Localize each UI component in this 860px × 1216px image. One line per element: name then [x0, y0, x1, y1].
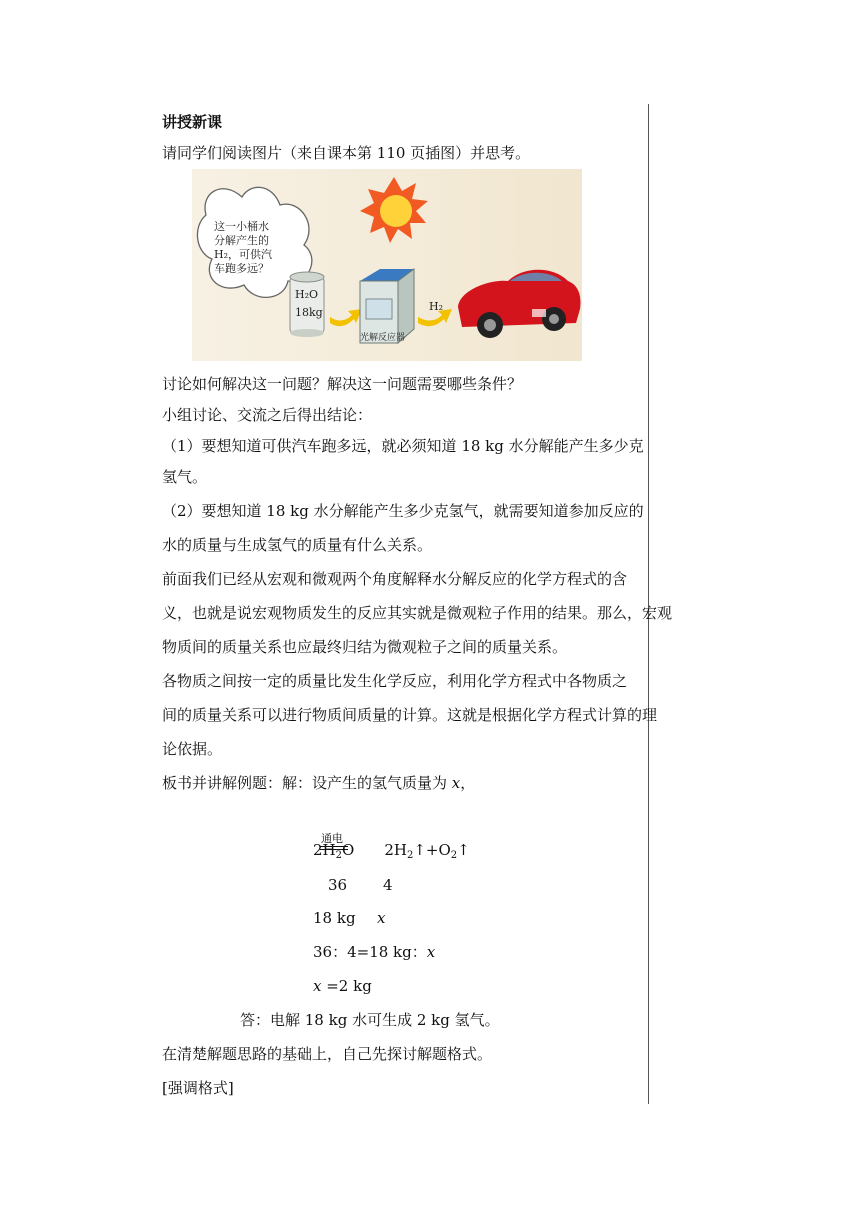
point-2-line-2: 水的质量与生成氢气的质量有什么关系。 — [162, 536, 433, 554]
section-heading: 讲授新课 — [162, 113, 223, 131]
product-1-end: ↑+O — [413, 841, 451, 859]
ratio-lhs: 36：4=18 kg： — [313, 943, 427, 961]
product-1: 2H — [384, 841, 407, 859]
example-intro-end: ， — [460, 774, 476, 792]
point-1-line-2: 氢气。 — [162, 468, 208, 486]
bucket-label-mass: 18kg — [295, 306, 323, 319]
molar-mass-water: 36 — [328, 876, 348, 894]
molar-mass-hydrogen: 4 — [383, 876, 393, 894]
paragraph-macro-line-1: 前面我们已经从宏观和微观两个角度解释水分解反应的化学方程式的含 — [162, 570, 628, 588]
reaction-condition: 通电 — [321, 832, 343, 845]
example-intro-text: 板书并讲解例题：解：设产生的氢气质量为 — [162, 774, 452, 792]
unknown-mass-hydrogen: x — [377, 909, 386, 927]
example-intro — [162, 773, 475, 793]
bucket-label-formula: H₂O — [295, 288, 319, 301]
product-2-sub: 2 — [450, 850, 458, 861]
bubble-line-2: 分解产生的 — [214, 234, 269, 247]
ratio-equation — [313, 942, 435, 962]
point-2-line-1: （2）要想知道 18 kg 水分解能产生多少克氢气，就需要知道参加反应的 — [162, 502, 644, 520]
paragraph-format: 在清楚解题思路的基础上，自己先探讨解题格式。 — [162, 1045, 493, 1063]
paragraph-macro-line-2: 义，也就是说宏观物质发生的反应其实就是微观粒子作用的结果。那么，宏观 — [162, 604, 673, 622]
given-mass-water: 18 kg — [313, 909, 356, 927]
bubble-line-4: 车跑多远？ — [214, 262, 269, 275]
example-variable: x — [451, 774, 461, 792]
bubble-line-3: H₂，可供汽 — [214, 248, 273, 261]
emphasis-format-label: [强调格式] — [162, 1079, 234, 1097]
product-2-end: ↑ — [457, 841, 470, 859]
reactant-end: O — [342, 841, 355, 859]
paragraph-basis-line-3: 论依据。 — [162, 740, 223, 758]
textbook-illustration — [192, 169, 582, 361]
result-value: =2 kg — [321, 977, 372, 995]
point-1-line-1: （1）要想知道可供汽车跑多远，就必须知道 18 kg 水分解能产生多少克 — [162, 437, 644, 455]
answer-line: 答：电解 18 kg 水可生成 2 kg 氢气。 — [240, 1011, 500, 1029]
paragraph-discussion: 讨论如何解决这一问题？解决这一问题需要哪些条件？ — [162, 375, 523, 393]
reactor-label: 光解反应器 — [360, 333, 406, 343]
paragraph-basis-line-1: 各物质之间按一定的质量比发生化学反应，利用化学方程式中各物质之 — [162, 672, 628, 690]
intro-text: 请同学们阅读图片（来自课本第 110 页插图）并思考。 — [162, 144, 531, 162]
ratio-variable: x — [426, 943, 436, 961]
water-bucket-icon — [290, 272, 324, 337]
chemical-equation — [313, 840, 470, 866]
paragraph-basis-line-2: 间的质量关系可以进行物质间质量的计算。这就是根据化学方程式计算的理 — [162, 706, 658, 724]
result-variable: x — [313, 977, 322, 995]
result-line — [313, 976, 372, 996]
reactant-sub: 2 — [335, 850, 342, 861]
reactant-coeff: 2H — [313, 841, 336, 859]
arrow-label-h2: H₂ — [429, 300, 444, 313]
bubble-line-1: 这一小桶水 — [214, 220, 269, 233]
paragraph-macro-line-3: 物质间的质量关系也应最终归结为微观粒子之间的质量关系。 — [162, 638, 568, 656]
paragraph-conclusion-intro: 小组讨论、交流之后得出结论： — [162, 406, 373, 424]
product-1-sub: 2 — [406, 850, 414, 861]
